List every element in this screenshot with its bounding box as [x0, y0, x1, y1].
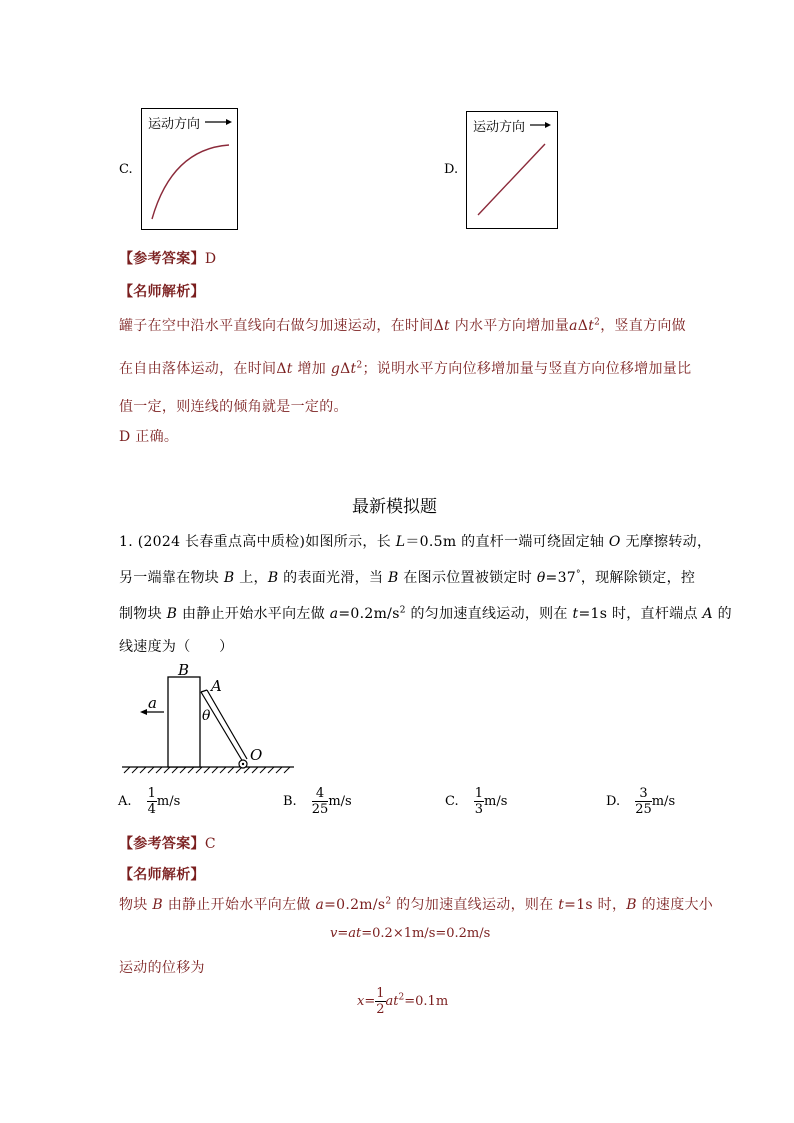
answer-2: [119, 833, 216, 853]
fig-label-b: B: [178, 661, 190, 679]
answer-1: [119, 248, 216, 268]
equation-velocity: v=at=0.2×1m/s=0.2m/s: [330, 926, 491, 941]
question-1-line-3: 制物块 B 由静止开始水平向左做 $a=0.2m/s^2$ 的匀加速直线运动，则在 t=1s 时，直杆端点 A 的: [119, 605, 732, 622]
question-1-line-4: 线速度为（ ）: [119, 639, 234, 655]
analysis-2-line-1: 物块 B 由静止开始水平向左做 $a=0.2m/s^2$ 的匀加速直线运动，则在 t=1s 时，B 的速度大小: [119, 896, 714, 913]
answer-value: C: [204, 836, 216, 852]
block-b: [168, 677, 200, 767]
analysis-1-line-3: 值一定，则连线的倾角就是一定的。: [119, 399, 348, 415]
option-c-graph: [141, 108, 238, 230]
fig-label-a-point: A: [211, 677, 222, 695]
motion-direction-label: 运动方向: [148, 117, 201, 132]
analysis-label-2: 【名师解析】: [119, 867, 205, 883]
section-title: 最新模拟题: [352, 497, 437, 517]
answer-value: D: [204, 251, 217, 267]
option-a[interactable]: A. $\frac{1}{4}$ m/s: [118, 786, 181, 817]
option-d-graph: [466, 111, 558, 229]
option-c[interactable]: C. $\frac{1}{3}$ m/s: [445, 786, 508, 817]
option-d-label: D.: [444, 162, 459, 177]
motion-direction-label: 运动方向: [473, 120, 526, 135]
analysis-1-line-2: 在自由落体运动，在时间Δt 增加 gΔt$^2$；说明水平方向位移增加量与竖直方向位移增加量比: [119, 360, 692, 377]
analysis-label-1: 【名师解析】: [119, 284, 205, 300]
option-b[interactable]: B. $\frac{4}{25}$ m/s: [283, 786, 352, 817]
option-c-curve: [142, 109, 237, 229]
answer-label: 【参考答案】: [119, 251, 205, 267]
option-d-line: [467, 112, 557, 228]
option-c-label: C.: [119, 162, 133, 177]
fig-label-theta: θ: [202, 708, 211, 724]
question-1-line-1: 1. (2024 长春重点高中质检)如图所示，长 L＝0.5m 的直杆一端可绕固定轴 O 无摩擦转动，: [119, 534, 712, 550]
equation-displacement: x= $\frac{1}{2}$ $at^2=0.1m$: [357, 986, 449, 1017]
fig-label-o: O: [250, 746, 263, 764]
analysis-1-line-1: 罐子在空中沿水平直线向右做匀加速运动，在时间Δt 内水平方向增加量aΔt$^2$，竖直方向做: [119, 317, 686, 334]
answer-label: 【参考答案】: [119, 836, 205, 852]
option-d[interactable]: D. $\frac{3}{25}$ m/s: [606, 786, 676, 817]
analysis-1-line-4: D 正确。: [119, 429, 179, 445]
fig-label-acceleration: a: [148, 694, 157, 712]
analysis-2-line-2: 运动的位移为: [119, 960, 205, 976]
question-1-line-2: 另一端靠在物块 B 上，B 的表面光滑，当 B 在图示位置被锁定时 θ=37°，现解除锁定，控: [119, 569, 696, 586]
